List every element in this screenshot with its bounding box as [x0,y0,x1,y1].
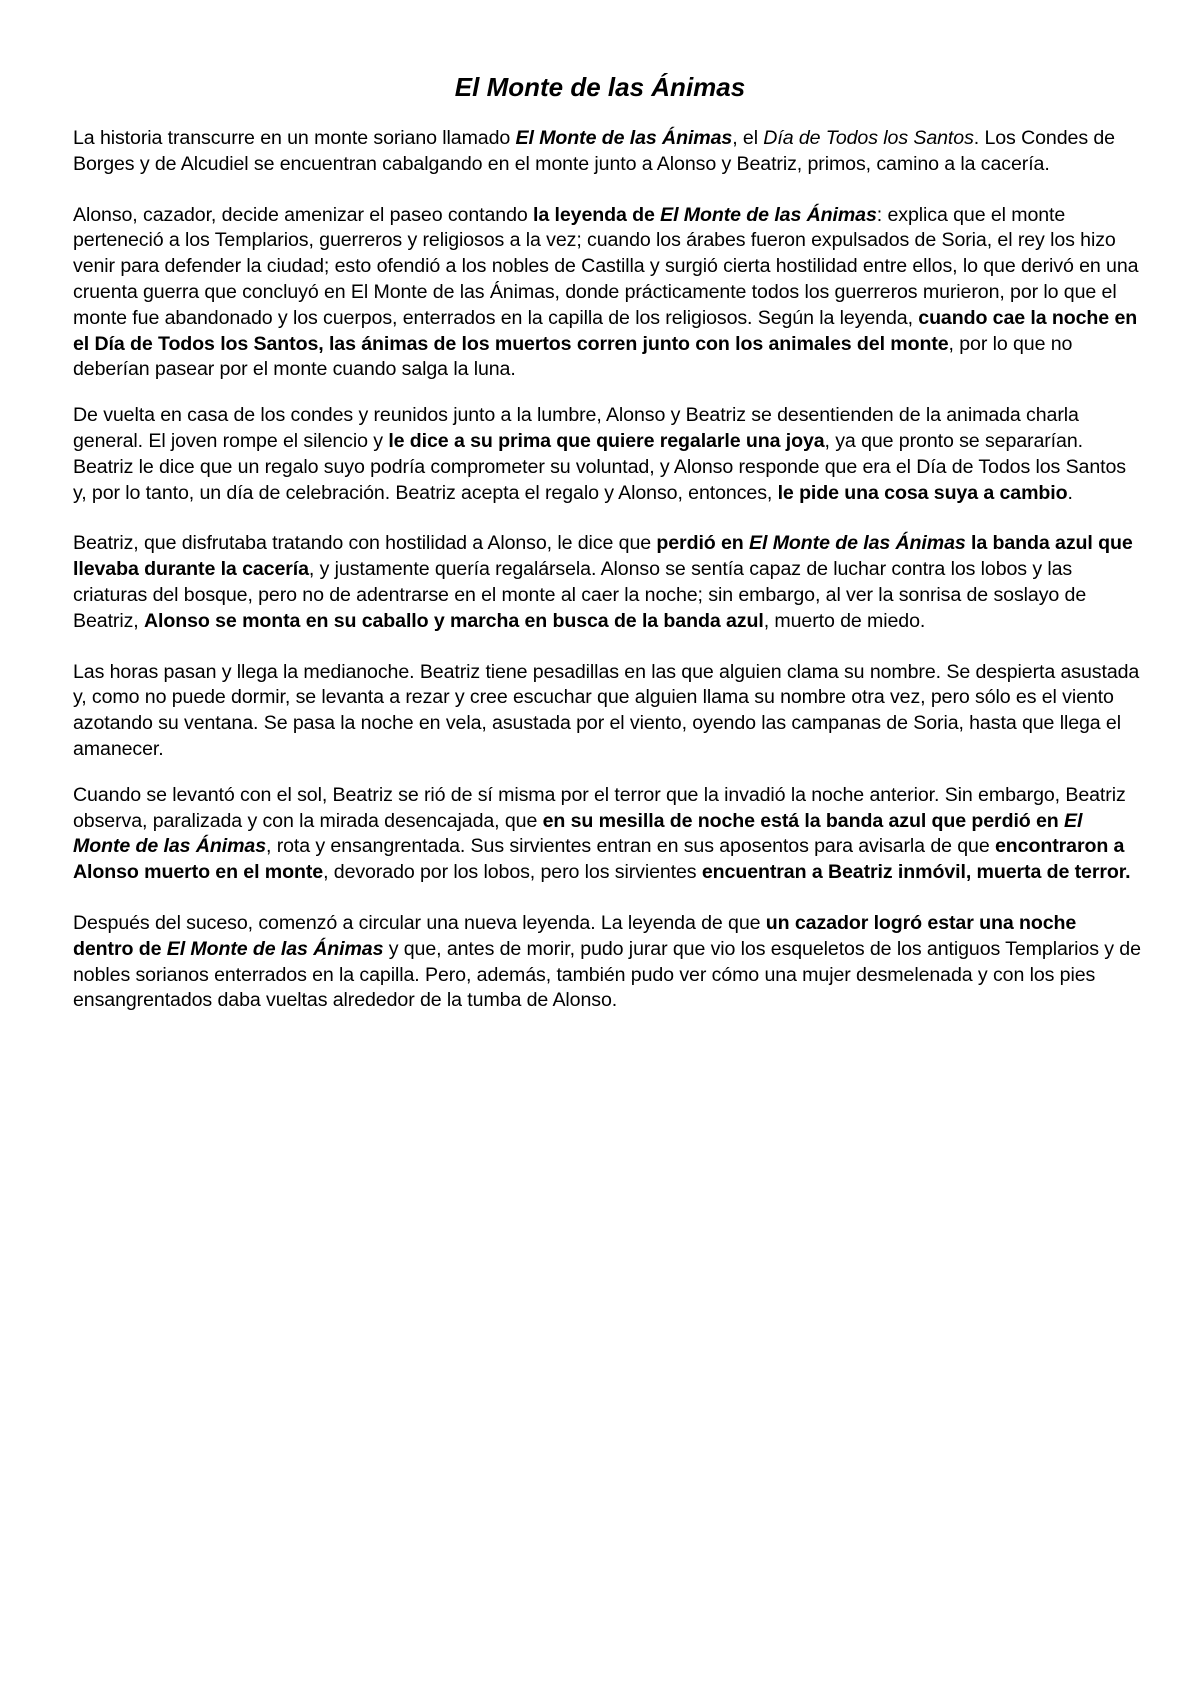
text-run: . Los Condes de Borges y de Alcudiel se encuentran cabalgando en el monte junto a Alonso y Beatriz, primos, camino a la cacería. [73,127,1115,175]
emphasis-title-run: El Monte de las Ánimas [749,532,966,555]
paragraph-spacer [73,383,1141,403]
text-run: , muerto de miedo. [763,609,926,632]
emphasis-title-run: El Monte de las Ánimas [515,127,733,149]
paragraph-spacer [73,635,1141,660]
bold-run: Alonso se monta en su caballo y marcha en busca de la banda azul [143,609,764,632]
bold-run: un cazador logró estar una noche dentro de [73,911,1077,960]
text-run: Alonso, cazador, decide amenizar el paseo contando [73,203,534,226]
text-run: , por lo que no deberían pasear por el monte cuando salga la luna. [73,332,1073,381]
paragraph-spacer [73,178,1141,203]
paragraph-spacer [73,763,1141,783]
text-run: y que, antes de morir, pudo jurar que vio los esqueletos de los antiguos Templarios y de nobles sorianos enterrados en la capilla. Pero, además, también pudo ver cómo una mujer desmelenada y con los pies ensangrentados daba vueltas alrededor de la tumba de Alonso. [73,937,1141,1012]
text-run: , devorado por los lobos, pero los sirvientes [323,861,702,884]
bold-run: encontraron a Alonso muerto en el monte [73,835,1125,884]
paragraph-5 [73,660,1141,763]
paragraph-3 [73,403,1141,506]
paragraph-6 [73,783,1141,886]
text-run: Después del suceso, comenzó a circular una nueva leyenda. La leyenda de que [73,911,766,934]
page-title: El Monte de las Ánimas [454,72,746,102]
text-run: Beatriz, que disfrutaba tratando con hostilidad a Alonso, le dice que [73,532,657,555]
text-run: : explica que el monte perteneció a los Templarios, guerreros y religiosos a la vez; cuando los árabes fueron expulsados de Soria, el rey los hizo venir para defender la ciudad; esto ofendió a los nobles de Castilla y surgió cierta hostilidad entre ellos, lo que derivó en una cruenta guerra que concluyó en El Monte de las Ánimas, donde prácticamente todos los guerreros murieron, por lo que el monte fue abandonado y los cuerpos, enterrados en la capilla de los religiosos. Según la leyenda, [73,203,1139,329]
bold-run: en su mesilla de noche está la banda azul que perdió en [542,809,1065,832]
bold-run: le dice a su prima que quiere regalarle una joya [388,429,825,452]
bold-run: la banda azul que llevaba durante la cacería [73,532,1133,581]
paragraph-spacer [73,886,1141,911]
italic-run: Día de Todos los Santos [763,127,974,149]
paragraph-spacer [73,506,1141,531]
text-run: , ya que pronto se separarían. Beatriz le dice que un regalo suyo podría comprometer su voluntad, y Alonso responde que era el Día de Todos los Santos y, por lo tanto, un día de celebración. Beatriz acepta el regalo y Alonso, entonces, [73,429,1126,504]
emphasis-title-run: El Monte de las Ánimas [73,809,1083,858]
document-body [73,126,1141,1014]
text-run: , y justamente quería regalársela. Alonso se sentía capaz de luchar contra los lobos y las criaturas del bosque, pero no de adentrarse en el monte al caer la noche; sin embargo, al ver la sonrisa de soslayo de Beatriz, [73,558,1087,632]
bold-run: le pide una cosa suya a cambio [777,481,1068,504]
paragraph-1 [73,126,1141,178]
text-run: De vuelta en casa de los condes y reunidos junto a la lumbre, Alonso y Beatriz se desentienden de la animada charla general. El joven rompe el silencio y [73,404,1079,452]
text-run: , el [732,127,764,149]
text-run: Cuando se levantó con el sol, Beatriz se rió de sí misma por el terror que la invadió la noche anterior. Sin embargo, Beatriz observa, paralizada y con la mirada desencajada, que [73,783,1126,832]
paragraph-7 [73,911,1141,1014]
emphasis-title-run: El Monte de las Ánimas [166,937,384,960]
emphasis-title-run: El Monte de las Ánimas [660,203,877,226]
text-run: La historia transcurre en un monte soriano llamado [73,127,516,149]
paragraph-2 [73,203,1141,384]
bold-run: la leyenda de [533,203,661,226]
bold-run: perdió en [656,532,750,555]
bold-run: cuando cae la noche en el Día de Todos los Santos, las ánimas de los muertos corren junto con los animales del monte [73,306,1138,355]
paragraph-4 [73,531,1141,634]
text-run: Las horas pasan y llega la medianoche. Beatriz tiene pesadillas en las que alguien clama su nombre. Se despierta asustada y, como no puede dormir, se levanta a rezar y cree escuchar que alguien llama su nombre otra vez, pero sólo es el viento azotando su ventana. Se pasa la noche en vela, asustada por el viento, oyendo las campanas de Soria, hasta que llega el amanecer. [73,660,1140,760]
text-run: . [1067,481,1073,504]
bold-run: encuentran a Beatriz inmóvil, muerta de terror. [701,861,1131,884]
text-run: , rota y ensangrentada. Sus sirvientes entran en sus aposentos para avisarla de que [266,835,995,858]
